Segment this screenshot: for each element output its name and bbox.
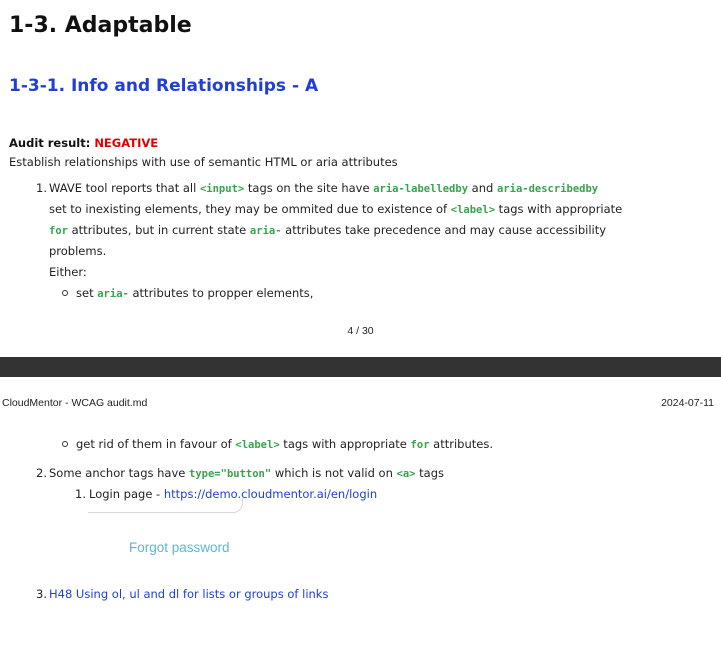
list-item-1-line-1 <box>49 178 598 200</box>
text: WAVE tool reports that all <box>49 181 200 195</box>
list-item-2 <box>49 463 444 485</box>
list-item-2-1-number: 1. <box>75 487 86 501</box>
code-for: for <box>49 225 68 237</box>
audit-result-value: NEGATIVE <box>94 136 159 150</box>
text: get rid of them in favour of <box>76 437 236 451</box>
text: and <box>468 181 497 195</box>
list-item-1-line-4: problems. <box>49 244 107 258</box>
code-aria-labelledby: aria-labelledby <box>373 183 469 195</box>
section-heading: 1-3. Adaptable <box>9 13 192 38</box>
text: set to inexisting elements, they may be ommited due to existence of <box>49 202 451 216</box>
code-a: <a> <box>396 468 416 480</box>
text: tags on the site have <box>244 181 374 195</box>
text: set <box>76 286 98 300</box>
sub-list-item-2 <box>62 434 493 456</box>
list-item-1-number: 1. <box>36 181 47 195</box>
screenshot-edge <box>88 498 243 513</box>
login-page-link[interactable]: https://demo.cloudmentor.ai/en/login <box>163 487 378 501</box>
text: Some anchor tags have <box>49 466 190 480</box>
text: attributes, but in current state <box>67 223 250 237</box>
page-header-date: 2024-07-11 <box>661 397 714 409</box>
forgot-password-link-screenshot: Forgot password <box>129 540 230 555</box>
page-separator <box>0 357 721 377</box>
code-label: <label> <box>235 439 280 451</box>
text: tags with appropriate <box>279 437 411 451</box>
pdf-page-5 <box>0 377 721 669</box>
circle-bullet-icon <box>62 290 68 296</box>
intro-text: Establish relationships with use of semantic HTML or aria attributes <box>9 155 398 169</box>
text: which is not valid on <box>271 466 397 480</box>
audit-label: Audit result: <box>9 136 95 150</box>
text: tags with appropriate <box>495 202 623 216</box>
subsection-heading: 1-3-1. Info and Relationships - A <box>9 76 319 96</box>
list-item-3 <box>49 584 328 605</box>
code-aria-describedby: aria-describedby <box>496 183 599 195</box>
text: attributes take precedence and may cause accessibility <box>281 223 607 237</box>
list-item-1-line-3 <box>49 220 606 242</box>
list-item-3-number: 3. <box>36 587 47 601</box>
circle-bullet-icon <box>62 441 68 447</box>
sub-list-item-1 <box>62 283 313 305</box>
text: attributes to propper elements, <box>128 286 314 300</box>
list-item-1-line-2 <box>49 199 622 221</box>
audit-result <box>9 134 158 152</box>
page-number: 4 / 30 <box>347 325 374 337</box>
list-item-2-number: 2. <box>36 466 47 480</box>
text: attributes. <box>429 437 493 451</box>
code-for: for <box>410 439 430 451</box>
code-input: <input> <box>199 183 245 195</box>
code-type-button: type="button" <box>189 468 272 480</box>
code-label: <label> <box>450 204 496 216</box>
page-header-title: CloudMentor - WCAG audit.md <box>2 397 148 409</box>
code-aria: aria- <box>249 225 282 237</box>
h48-link[interactable]: H48 Using ol, ul and dl for lists or groups of links <box>49 587 329 601</box>
code-aria: aria- <box>97 288 129 300</box>
text: tags <box>415 466 445 480</box>
list-item-1-line-5: Either: <box>49 265 87 279</box>
text: Login page - <box>89 487 164 501</box>
